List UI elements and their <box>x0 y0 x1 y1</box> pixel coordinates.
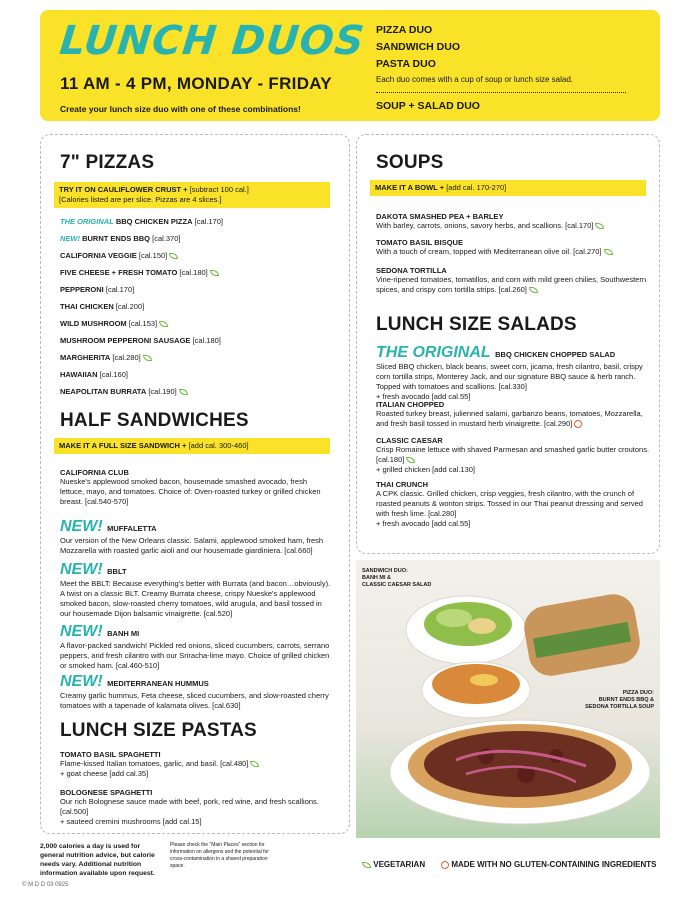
item-name: BBQ CHICKEN PIZZA <box>115 217 193 226</box>
list-item <box>60 518 332 561</box>
item-cal: [cal.153] <box>128 319 158 328</box>
item-tag: NEW! <box>60 518 103 535</box>
menu-title: LUNCH DUOS <box>57 18 367 64</box>
item-name: HAWAIIAN <box>60 370 98 379</box>
item-desc: Roasted turkey breast, julienned salami, garbanzo beans, tomatoes, Mozzarella, and fresh basil tossed in mustard herb vinaigrette. [cal.290] <box>376 409 643 428</box>
bar-label: MAKE IT A BOWL + <box>375 183 445 192</box>
menu-hours: 11 AM - 4 PM, MONDAY - FRIDAY <box>60 74 332 93</box>
photo-caption-pizza <box>585 690 654 711</box>
item-name: PEPPERONI <box>60 285 104 294</box>
list-item <box>60 251 330 268</box>
item-name: MARGHERITA <box>60 353 111 362</box>
item-desc: Nueske's applewood smoked bacon, housemade smashed avocado, fresh lettuce, mayo, and tomatoes. Choice of: Oven-roasted turkey or grilled chicken breast. [cal.540-570] <box>60 477 321 506</box>
duo-sandwich: SANDWICH DUO <box>376 41 460 53</box>
pasta-list <box>60 750 332 824</box>
duo-pizza: PIZZA DUO <box>376 24 433 36</box>
list-item <box>60 285 330 302</box>
item-desc: With a touch of cream, topped with Mediterranean olive oil. [cal.270] <box>376 247 602 256</box>
salad-list <box>376 344 650 536</box>
list-item <box>60 750 332 788</box>
list-item <box>60 268 330 285</box>
item-name: MUSHROOM PEPPERONI SAUSAGE <box>60 336 191 345</box>
item-name: TOMATO BASIL SPAGHETTI <box>60 750 161 759</box>
vegetarian-icon <box>143 355 152 361</box>
list-item <box>60 623 332 673</box>
item-cal: [cal.170] <box>105 285 135 294</box>
item-desc: Flame-kissed Italian tomatoes, garlic, and basil. [cal.480] <box>60 759 249 768</box>
item-desc: Meet the BBLT: Because everything's better with Burrata (and bacon…obviously). A twist on a classic BLT. Creamy Burrata cheese, crispy Nueske's applewood smoked bacon, slow-roasted cherry tomatoes, wild arugula, and basil tossed in our housemade Dijon balsamic vinaigrette. [cal.520] <box>60 579 331 618</box>
item-addon: + goat cheese [add cal.35] <box>60 769 149 778</box>
item-name: CALIFORNIA VEGGIE <box>60 251 137 260</box>
full-size-bar <box>54 438 330 454</box>
list-item <box>60 319 330 336</box>
item-name: BBQ CHICKEN CHOPPED SALAD <box>495 350 616 359</box>
list-item <box>376 480 650 536</box>
item-desc: With barley, carrots, onions, savory herbs, and scallions. [cal.170] <box>376 221 594 230</box>
list-item <box>376 436 650 480</box>
legend <box>360 860 657 869</box>
item-name: BURNT ENDS BBQ <box>82 234 151 243</box>
item-addon: + fresh avocado [add cal.55] <box>376 519 471 528</box>
item-name: SEDONA TORTILLA <box>376 266 447 275</box>
item-cal: [cal.160] <box>99 370 128 379</box>
list-item <box>60 788 332 824</box>
item-name: NEAPOLITAN BURRATA <box>60 387 147 396</box>
item-name: WILD MUSHROOM <box>60 319 127 328</box>
legend-gluten-free <box>439 860 656 869</box>
item-name: BOLOGNESE SPAGHETTI <box>60 788 153 797</box>
item-tag: NEW! <box>60 561 103 578</box>
header-banner <box>40 10 660 121</box>
caption-line: PIZZA DUO: <box>622 690 654 696</box>
item-cal: [cal.150] <box>138 251 168 260</box>
vegetarian-icon <box>604 249 613 255</box>
list-item <box>60 302 330 319</box>
item-desc: Crisp Romaine lettuce with shaved Parmesan and smashed garlic butter croutons. [cal.180] <box>376 445 650 464</box>
bar-label: MAKE IT A FULL SIZE SANDWICH + <box>59 441 187 450</box>
gluten-free-icon <box>574 420 582 428</box>
list-item <box>376 266 650 302</box>
item-desc: Vine-ripened tomatoes, tomatillos, and corn with mild green chilies, Southwestern spices, and crispy corn tortilla strips. [cal.260] <box>376 275 646 294</box>
item-addon: + fresh avocado [add cal.55] <box>376 392 471 401</box>
item-name: THAI CHICKEN <box>60 302 114 311</box>
vegetarian-icon <box>250 761 259 767</box>
food-photo <box>356 560 660 838</box>
caption-line: BANH MI & <box>362 575 392 581</box>
item-name: TOMATO BASIL BISQUE <box>376 238 463 247</box>
item-name: THAI CRUNCH <box>376 480 429 489</box>
item-name: DAKOTA SMASHED PEA + BARLEY <box>376 212 504 221</box>
vegetarian-icon <box>179 389 188 395</box>
page-footer: © M D D 03 0925 <box>22 882 69 888</box>
item-desc: Our version of the New Orleans classic. Salami, applewood smoked ham, fresh Mozzarella with roasted garlic aioli and our housemade giardiniera. [cal.660] <box>60 536 324 555</box>
caption-line: SANDWICH DUO: <box>362 568 408 574</box>
item-desc: Sliced BBQ chicken, black beans, sweet corn, jicama, fresh cilantro, basil, crispy corn tortilla strips, Monterey Jack, and our signature BBQ sauce & herb ranch. Topped with tomatoes and scallions. [cal.330] <box>376 362 643 391</box>
duo-soup-salad: SOUP + SALAD DUO <box>376 100 480 112</box>
item-cal: [cal.190] <box>148 387 177 396</box>
list-item <box>60 387 330 404</box>
item-name: FIVE CHEESE + FRESH TOMATO <box>60 268 178 277</box>
item-cal: [cal.280] <box>112 353 141 362</box>
caption-line: BURNT ENDS BBQ & <box>598 697 654 703</box>
list-item <box>60 353 330 370</box>
vegetarian-icon <box>159 321 168 327</box>
item-cal: [cal.370] <box>152 234 181 243</box>
soups-title: SOUPS <box>376 152 444 173</box>
cauliflower-bar <box>54 182 330 208</box>
item-addon: + sauteed cremini mushrooms [add cal.15] <box>60 817 202 826</box>
legend-vegetarian <box>360 860 425 869</box>
item-tag: THE ORIGINAL <box>60 217 114 226</box>
legend-label: VEGETARIAN <box>373 860 426 869</box>
caption-line: SEDONA TORTILLA SOUP <box>585 704 654 710</box>
pizzas-section <box>60 152 330 174</box>
bar-cal: [add cal. 300-460] <box>188 441 249 450</box>
list-item <box>60 468 332 518</box>
list-item <box>60 234 330 251</box>
soup-list <box>376 212 650 302</box>
section-title: 7" PIZZAS <box>60 152 155 173</box>
pastas-title: LUNCH SIZE PASTAS <box>60 720 257 741</box>
item-name: MUFFALETTA <box>107 524 157 533</box>
sandwiches-title: HALF SANDWICHES <box>60 410 249 431</box>
item-name: MEDITERRANEAN HUMMUS <box>107 679 209 688</box>
item-cal: [cal.180] <box>179 268 208 277</box>
vegetarian-icon <box>406 457 415 463</box>
vegetarian-icon <box>169 253 178 259</box>
item-desc: Creamy garlic hummus, Feta cheese, sliced cucumbers, and slow-roasted cherry tomatoes with a tapenade of kalamata olives. [cal.630] <box>60 691 329 710</box>
item-cal: [cal.170] <box>194 217 223 226</box>
bar-note: [Calories listed are per slice. Pizzas are 4 slices.] <box>59 195 222 204</box>
duo-note: Each duo comes with a cup of soup or lunch size salad. <box>376 75 573 84</box>
item-cal: [cal.180] <box>192 336 221 345</box>
pizza-list <box>60 217 330 404</box>
caption-line: CLASSIC CAESAR SALAD <box>362 582 432 588</box>
legend-label: MADE WITH NO GLUTEN-CONTAINING INGREDIENTS <box>451 860 657 869</box>
bowl-bar <box>370 180 646 196</box>
item-tag: NEW! <box>60 673 103 690</box>
list-item <box>376 212 650 238</box>
item-cal: [cal.200] <box>115 302 145 311</box>
list-item <box>60 673 332 709</box>
gluten-free-icon <box>441 861 449 869</box>
item-name: CALIFORNIA CLUB <box>60 468 129 477</box>
item-name: CLASSIC CAESAR <box>376 436 443 445</box>
vegetarian-icon <box>529 287 538 293</box>
item-tag: NEW! <box>60 623 103 640</box>
bar-cal: [subtract 100 cal.] <box>189 185 249 194</box>
sandwich-list <box>60 468 332 709</box>
item-name: ITALIAN CHOPPED <box>376 400 445 409</box>
list-item <box>60 370 330 387</box>
item-name: BBLT <box>107 567 127 576</box>
bar-cal: [add cal. 170-270] <box>446 183 507 192</box>
duo-list <box>376 22 646 115</box>
duo-divider <box>376 92 626 93</box>
item-desc: Our rich Bolognese sauce made with beef, pork, red wine, and fresh scallions. [cal.500] <box>60 797 319 816</box>
allergen-notice: Please check the "Main Places" section for information on allergens and the potential for cross-contamination in a shared preparation space. <box>170 842 269 869</box>
item-tag: NEW! <box>60 234 80 243</box>
duo-pasta: PASTA DUO <box>376 58 436 70</box>
calorie-notice: 2,000 calories a day is used for general nutrition advice, but calorie needs vary. Additional nutrition information available upon request. <box>40 843 155 877</box>
vegetarian-icon <box>595 223 604 229</box>
photo-caption-sandwich <box>362 568 431 589</box>
list-item <box>60 336 330 353</box>
item-desc: A flavor-packed sandwich! Pickled red onions, sliced cucumbers, carrots, serrano peppers, and fresh cilantro with our Sriracha-lime mayo. Choice of grilled chicken or smoked ham. [cal.460-510] <box>60 641 330 670</box>
item-addon: + grilled chicken [add cal.130] <box>376 465 476 474</box>
bar-label: TRY IT ON CAULIFLOWER CRUST + <box>59 185 188 194</box>
list-item <box>376 344 650 400</box>
vegetarian-icon <box>362 862 371 868</box>
list-item <box>60 217 330 234</box>
item-tag: THE ORIGINAL <box>376 344 491 361</box>
list-item <box>376 400 650 436</box>
item-desc: A CPK classic. Grilled chicken, crisp veggies, fresh cilantro, with the crunch of roasted peanuts & wonton strips. Tossed in our Thai peanut dressing and served with fresh lime. [cal.280] <box>376 489 643 518</box>
menu-intro: Create your lunch size duo with one of these combinations! <box>60 104 301 114</box>
salads-title: LUNCH SIZE SALADS <box>376 314 577 335</box>
item-name: BANH MI <box>107 629 140 638</box>
list-item <box>60 561 332 623</box>
list-item <box>376 238 650 266</box>
vegetarian-icon <box>210 270 219 276</box>
